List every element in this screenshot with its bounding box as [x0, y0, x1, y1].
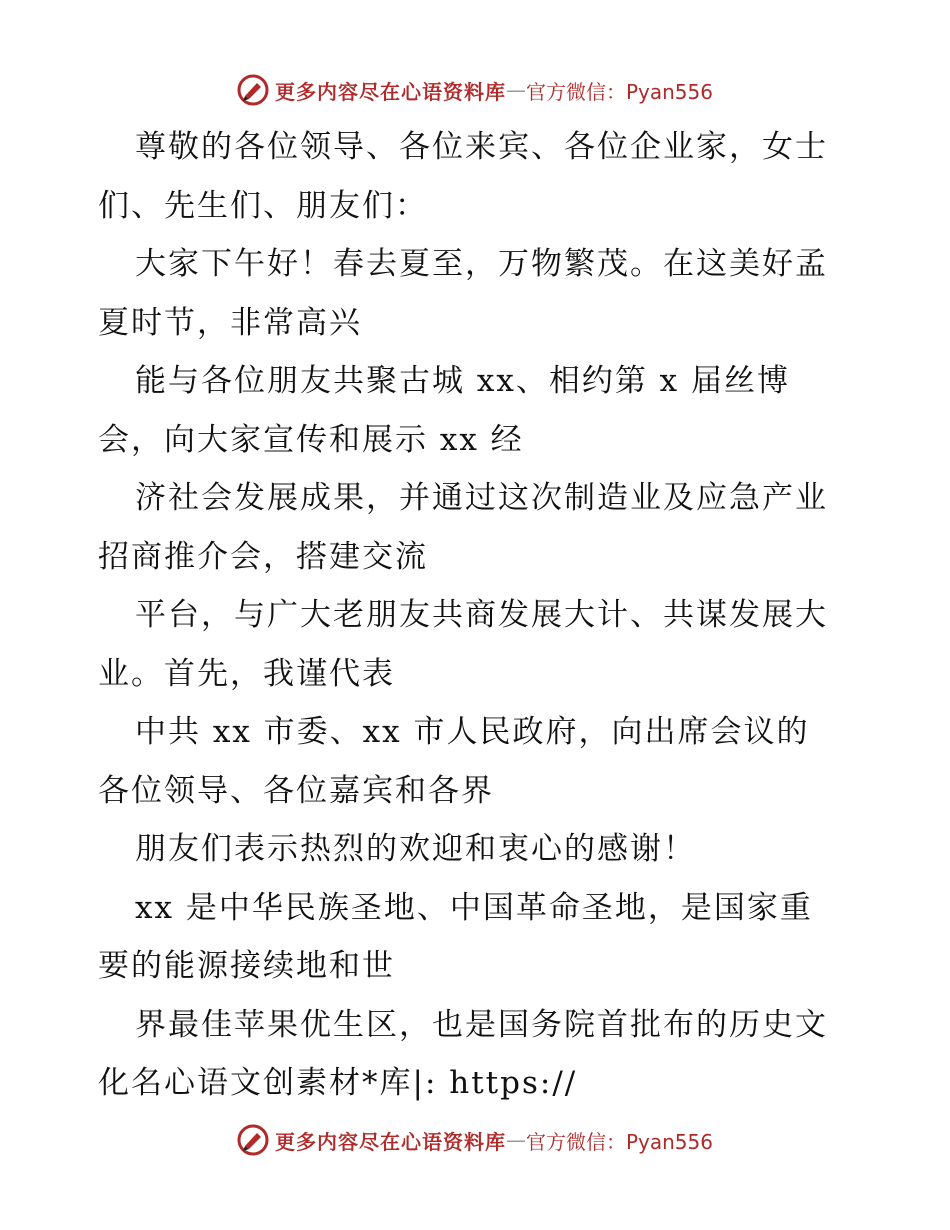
paragraph-line: 平台，与广大老朋友共商发展大计、共谋发展大 — [135, 597, 828, 633]
paragraph-line: 们、先生们、朋友们： — [98, 187, 428, 224]
page-header — [0, 70, 950, 110]
paragraph-line: 各位领导、各位嘉宾和各界 — [98, 772, 494, 809]
footer-brand-text: 更多内容尽在心语资料库 — [274, 1129, 506, 1154]
brand-logo-icon — [237, 1124, 269, 1156]
paragraph-line: 要的能源接续地和世 — [98, 948, 395, 984]
paragraph-line: 界最佳苹果优生区，也是国务院首批布的历史文 — [135, 1006, 828, 1043]
header-separator: — — [505, 78, 526, 102]
header-wechat-text: 官方微信：Pyan556 — [525, 79, 713, 104]
paragraph-line: 夏时节，非常高兴 — [98, 304, 362, 341]
paragraph-line: 招商推介会，搭建交流 — [98, 538, 428, 575]
brand-logo-icon — [237, 74, 269, 106]
footer-wechat-text: 官方微信：Pyan556 — [525, 1129, 713, 1154]
document-body — [98, 118, 858, 1113]
paragraph-line: 大家下午好！春去夏至，万物繁茂。在这美好孟 — [135, 246, 828, 282]
paragraph-line: 能与各位朋友共聚古城 xx、相约第 x 届丝博 — [135, 363, 791, 399]
paragraph-line: 会，向大家宣传和展示 xx 经 — [98, 421, 524, 458]
paragraph-line: 朋友们表示热烈的欢迎和衷心的感谢！ — [135, 831, 696, 867]
paragraph-line: xx 是中华民族圣地、中国革命圣地，是国家重 — [135, 889, 813, 926]
header-brand-text: 更多内容尽在心语资料库 — [274, 79, 506, 104]
paragraph-line: 业。首先，我谨代表 — [98, 655, 395, 692]
paragraph-line: 济社会发展成果，并通过这次制造业及应急产业 — [135, 480, 828, 516]
paragraph-line: 中共 xx 市委、xx 市人民政府，向出席会议的 — [135, 714, 810, 750]
footer-separator: — — [505, 1128, 526, 1152]
paragraph-line: 尊敬的各位领导、各位来宾、各位企业家，女士 — [135, 129, 828, 165]
paragraph-line: 化名心语文创素材*库|: https:// — [98, 1065, 578, 1101]
page-footer — [0, 1120, 950, 1160]
